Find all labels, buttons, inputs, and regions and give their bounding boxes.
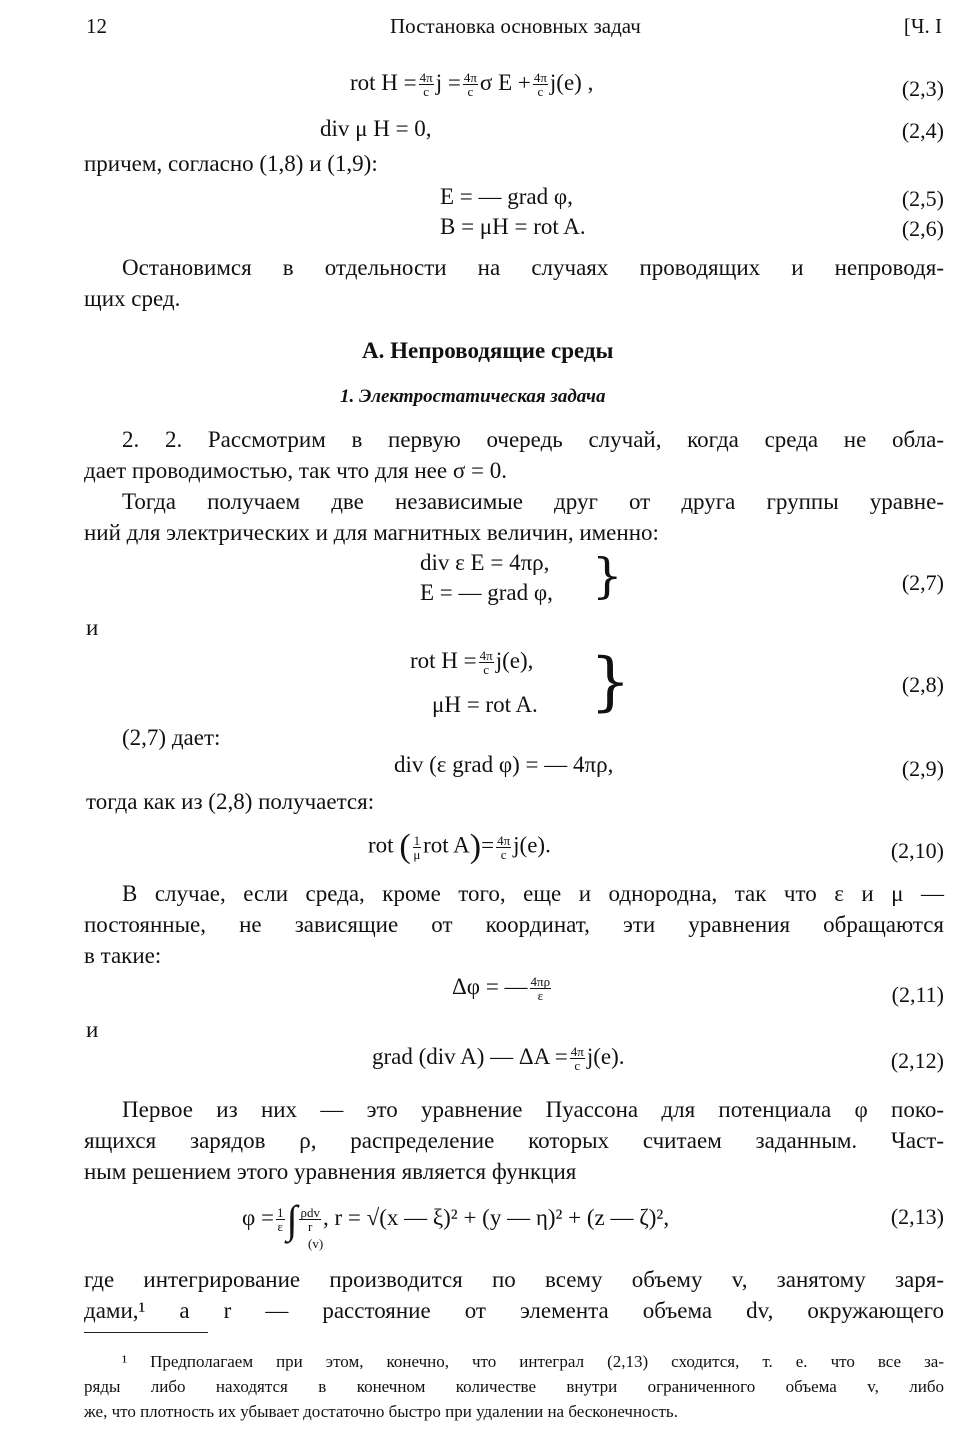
frac-den: r xyxy=(308,1219,313,1234)
frac-den: c xyxy=(537,84,544,100)
left-paren: ( xyxy=(399,828,411,865)
para5-line1: Первое из них — это уравнение Пуассона для потенциала φ поко- xyxy=(122,1097,944,1122)
eq-2-3-tail: j(e) , xyxy=(549,70,594,95)
eq-2-3-frac3 xyxy=(533,71,548,98)
eq-2-13-rhs: , r = √(x — ξ)² + (y — η)² + (z — ζ)², xyxy=(322,1204,670,1230)
eq-2-10-mid: rot A xyxy=(423,832,470,858)
equation-2-9: div (ε grad φ) = — 4πρ, xyxy=(394,752,614,777)
eq-2-8-lhs: rot H = xyxy=(410,648,477,673)
para3-line2: ний для электрических и для магнитных величин, именно: xyxy=(84,520,659,545)
equation-2-12 xyxy=(372,1044,625,1072)
frac-num: 4π xyxy=(533,70,547,86)
eq-2-3-frac2 xyxy=(463,71,478,98)
integral-subscript: (v) xyxy=(308,1236,324,1251)
para1-line2: щих сред. xyxy=(84,286,181,311)
right-paren: ) xyxy=(469,828,482,865)
part-label: [Ч. I xyxy=(903,14,942,38)
eq-number-2-4: (2,4) xyxy=(901,118,944,143)
frac-num: 4π xyxy=(479,648,493,664)
eq-number-2-5: (2,5) xyxy=(901,186,944,211)
eq-2-12-frac xyxy=(570,1045,585,1072)
eq-number-2-13: (2,13) xyxy=(890,1204,944,1229)
footnote-line2: ряды либо находятся в конечном количестве внутри ограниченного объема v, либо xyxy=(84,1377,944,1396)
equation-2-6: B = μH = rot A. xyxy=(440,214,586,239)
para3-line1: Тогда получаем две независимые друг от друга группы уравне- xyxy=(122,489,944,514)
frac-den: c xyxy=(467,84,474,100)
frac-den: ε xyxy=(537,988,544,1004)
eq-number-2-3: (2,3) xyxy=(901,76,944,101)
para6-line1: где интегрирование производится по всему объему v, занятому заря- xyxy=(84,1267,944,1292)
para4-line2: постоянные, не зависящие от координат, эти уравнения обращаются xyxy=(84,912,944,937)
frac-num: 4πρ xyxy=(530,974,551,990)
eq-number-2-8: (2,8) xyxy=(901,672,944,697)
eq-2-10-frac1 xyxy=(413,834,422,861)
eq-2-3-mid1: j = xyxy=(435,70,461,95)
equation-2-11 xyxy=(452,974,553,1002)
eq-2-11-lhs: Δφ = — xyxy=(452,974,528,999)
integral-sign: ∫ xyxy=(286,1197,298,1242)
eq-2-7-line2: E = — grad φ, xyxy=(420,580,553,605)
frac-num: 4π xyxy=(419,70,433,86)
para6-line2: дами,¹ а r — расстояние от элемента объема dv, окружающего xyxy=(84,1298,944,1323)
eq-number-2-6: (2,6) xyxy=(901,216,944,241)
eq-2-10-eq: = xyxy=(481,832,495,858)
frac-den: c xyxy=(423,84,430,100)
frac-den: μ xyxy=(413,846,421,862)
footnote-line1: ¹ Предполагаем при этом, конечно, что интеграл (2,13) сходится, т. е. что все за- xyxy=(122,1352,944,1371)
eq-number-2-10: (2,10) xyxy=(890,838,944,863)
para4-line1: В случае, если среда, кроме того, еще и однородна, так что ε и μ — xyxy=(122,881,944,906)
text-2-7-gives: (2,7) дает: xyxy=(122,725,221,750)
frac-num: 4π xyxy=(497,832,511,848)
eq-2-11-frac xyxy=(530,975,552,1002)
eq-2-8-line1 xyxy=(410,648,533,676)
equation-2-3 xyxy=(350,70,593,98)
eq-number-2-9: (2,9) xyxy=(901,756,944,781)
eq-number-2-11: (2,11) xyxy=(891,982,944,1007)
para2-line2: дает проводимостью, так что для нее σ = 0. xyxy=(84,458,507,483)
frac-den: ε xyxy=(277,1219,283,1234)
section-heading: A. Непроводящие среды xyxy=(362,338,614,363)
running-title: Постановка основных задач xyxy=(390,14,641,38)
eq-2-8-tail: j(e), xyxy=(495,648,534,673)
text-whereas: тогда как из (2,8) получается: xyxy=(86,789,375,814)
eq-2-3-frac1 xyxy=(419,71,434,98)
eq-2-12-tail: j(e). xyxy=(586,1044,625,1069)
para5-line2: ящихся зарядов ρ, распределение которых считаем заданным. Част- xyxy=(84,1128,944,1153)
equation-2-5: E = — grad φ, xyxy=(440,184,573,209)
eq-2-10-frac2 xyxy=(496,834,511,861)
para4-line3: в такие: xyxy=(84,943,162,968)
subsection-heading: 1. Электростатическая задача xyxy=(340,386,606,407)
frac-den: c xyxy=(500,846,507,862)
eq-2-7-line1: div ε E = 4πρ, xyxy=(420,550,550,575)
frac-den: c xyxy=(574,1058,581,1074)
eq-2-13-lhs: φ = xyxy=(242,1204,274,1230)
frac-num: ρdv xyxy=(300,1205,320,1220)
frac-num: 4π xyxy=(463,70,477,86)
eq-2-10-tail: j(e). xyxy=(513,832,551,858)
frac-num: 4π xyxy=(570,1044,584,1060)
equation-2-4: div μ H = 0, xyxy=(320,116,432,141)
word-and-2: и xyxy=(86,1017,99,1042)
text-before-2-5: причем, согласно (1,8) и (1,9): xyxy=(84,151,378,176)
frac-num: 1 xyxy=(277,1205,284,1220)
equation-2-10 xyxy=(368,828,551,866)
footnote-line3: же, что плотность их убывает достаточно быстро при удалении на бесконечность. xyxy=(84,1402,678,1421)
equation-2-13 xyxy=(242,1196,669,1243)
eq-2-8-line2: μH = rot A. xyxy=(432,692,538,717)
eq-2-10-lhs: rot xyxy=(368,832,394,858)
page-number: 12 xyxy=(86,14,107,38)
frac-den: c xyxy=(483,662,490,678)
eq-2-13-frac1 xyxy=(276,1206,285,1233)
eq-number-2-12: (2,12) xyxy=(890,1048,944,1073)
eq-number-2-7: (2,7) xyxy=(901,570,944,595)
eq-2-8-frac xyxy=(479,649,494,676)
eq-2-3-lhs: rot H = xyxy=(350,70,417,95)
para1-line1: Остановимся в отдельности на случаях проводящих и непроводя- xyxy=(122,255,944,280)
frac-num: 1 xyxy=(413,832,421,848)
eq-2-13-frac2 xyxy=(299,1206,321,1233)
para2-line1: 2. 2. Рассмотрим в первую очередь случай, когда среда не обла- xyxy=(122,427,944,452)
eq-2-3-mid2: σ E + xyxy=(479,70,531,95)
footnote-rule xyxy=(84,1332,208,1333)
right-brace: } xyxy=(592,548,623,604)
word-and-1: и xyxy=(86,615,99,640)
eq-2-12-lhs: grad (div A) — ΔA = xyxy=(372,1044,568,1069)
para5-line3: ным решением этого уравнения является функция xyxy=(84,1159,577,1184)
right-brace: } xyxy=(590,645,631,719)
